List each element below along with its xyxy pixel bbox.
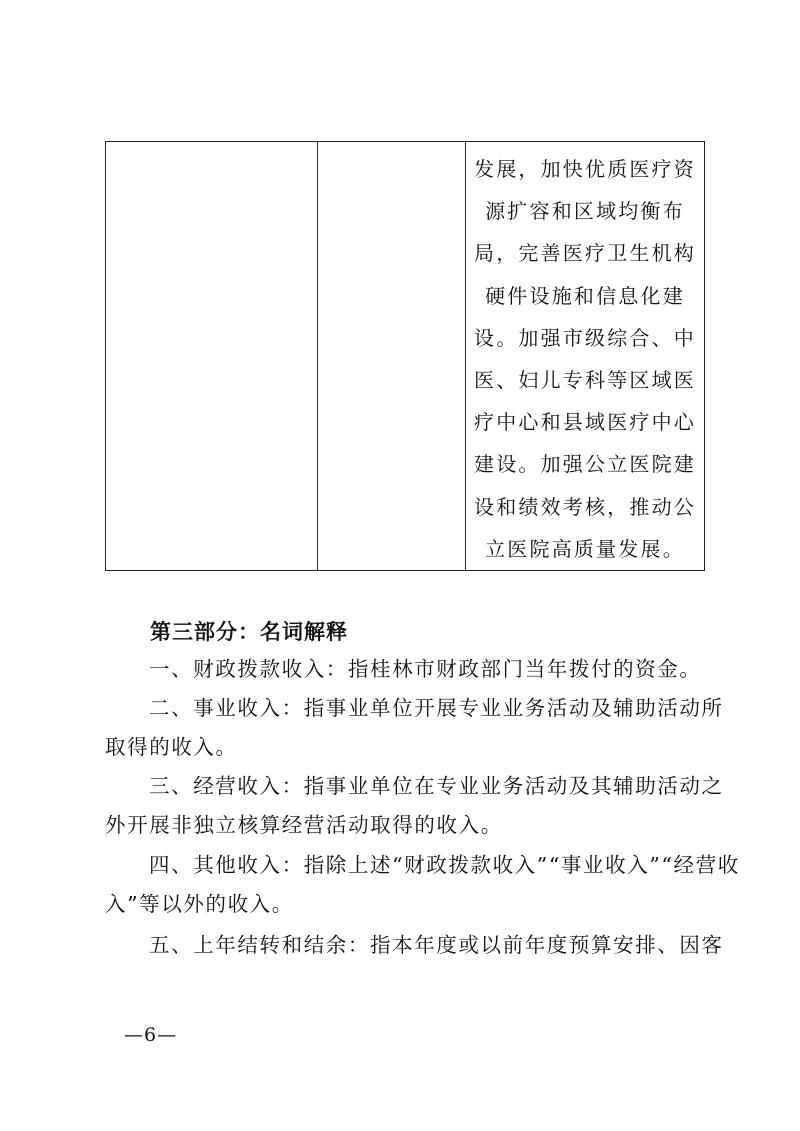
table-cell-line: 疗中心和县域医疗中心 <box>474 410 696 435</box>
paragraph-line: 二、事业收入：指事业单位开展专业业务活动及辅助活动所 <box>149 696 724 720</box>
table-cell-line: 设和绩效考核，推动公 <box>474 494 696 519</box>
table-cell-line: 医、妇儿专科等区域医 <box>474 368 696 393</box>
content-table <box>105 141 705 571</box>
paragraph-line: 三、经营收入：指事业单位在专业业务活动及其辅助活动之 <box>149 774 724 798</box>
definition-paragraph-1 <box>105 650 705 689</box>
paragraph-line: 四、其他收入：指除上述“财政拨款收入”“事业收入”“经营收 <box>149 853 740 877</box>
paragraph-line: 入”等以外的收入。 <box>105 891 294 916</box>
definition-paragraph-5 <box>105 926 724 965</box>
definition-paragraph-2 <box>105 689 724 766</box>
paragraph-line: 外开展非独立核算经营活动取得的收入。 <box>105 812 503 837</box>
table-cell-line: 局，完善医疗卫生机构 <box>474 241 696 266</box>
paragraph-line: 五、上年结转和结余：指本年度或以前年度预算安排、因客 <box>149 933 724 957</box>
table-cell-line: 源扩容和区域均衡布 <box>485 199 685 224</box>
table-cell-line: 建设。加强公立医院建 <box>474 452 696 477</box>
table-cell-line: 发展，加快优质医疗资 <box>474 157 696 181</box>
page-number: —6— <box>124 1024 178 1046</box>
section-title: 第三部分：名词解释 <box>150 620 348 644</box>
paragraph-line: 一、财政拨款收入：指桂林市财政部门当年拨付的资金。 <box>149 657 702 681</box>
definition-paragraph-3 <box>105 767 724 844</box>
table-cell-description <box>466 142 704 570</box>
definition-paragraph-4 <box>105 846 740 923</box>
paragraph-line: 取得的收入。 <box>105 734 238 759</box>
table-cell-empty-1 <box>106 142 318 570</box>
table-cell-line: 立医院高质量发展。 <box>485 536 685 561</box>
table-cell-line: 硬件设施和信息化建 <box>485 283 685 308</box>
table-cell-empty-2 <box>318 142 466 570</box>
table-cell-line: 设。加强市级综合、中 <box>474 325 696 350</box>
